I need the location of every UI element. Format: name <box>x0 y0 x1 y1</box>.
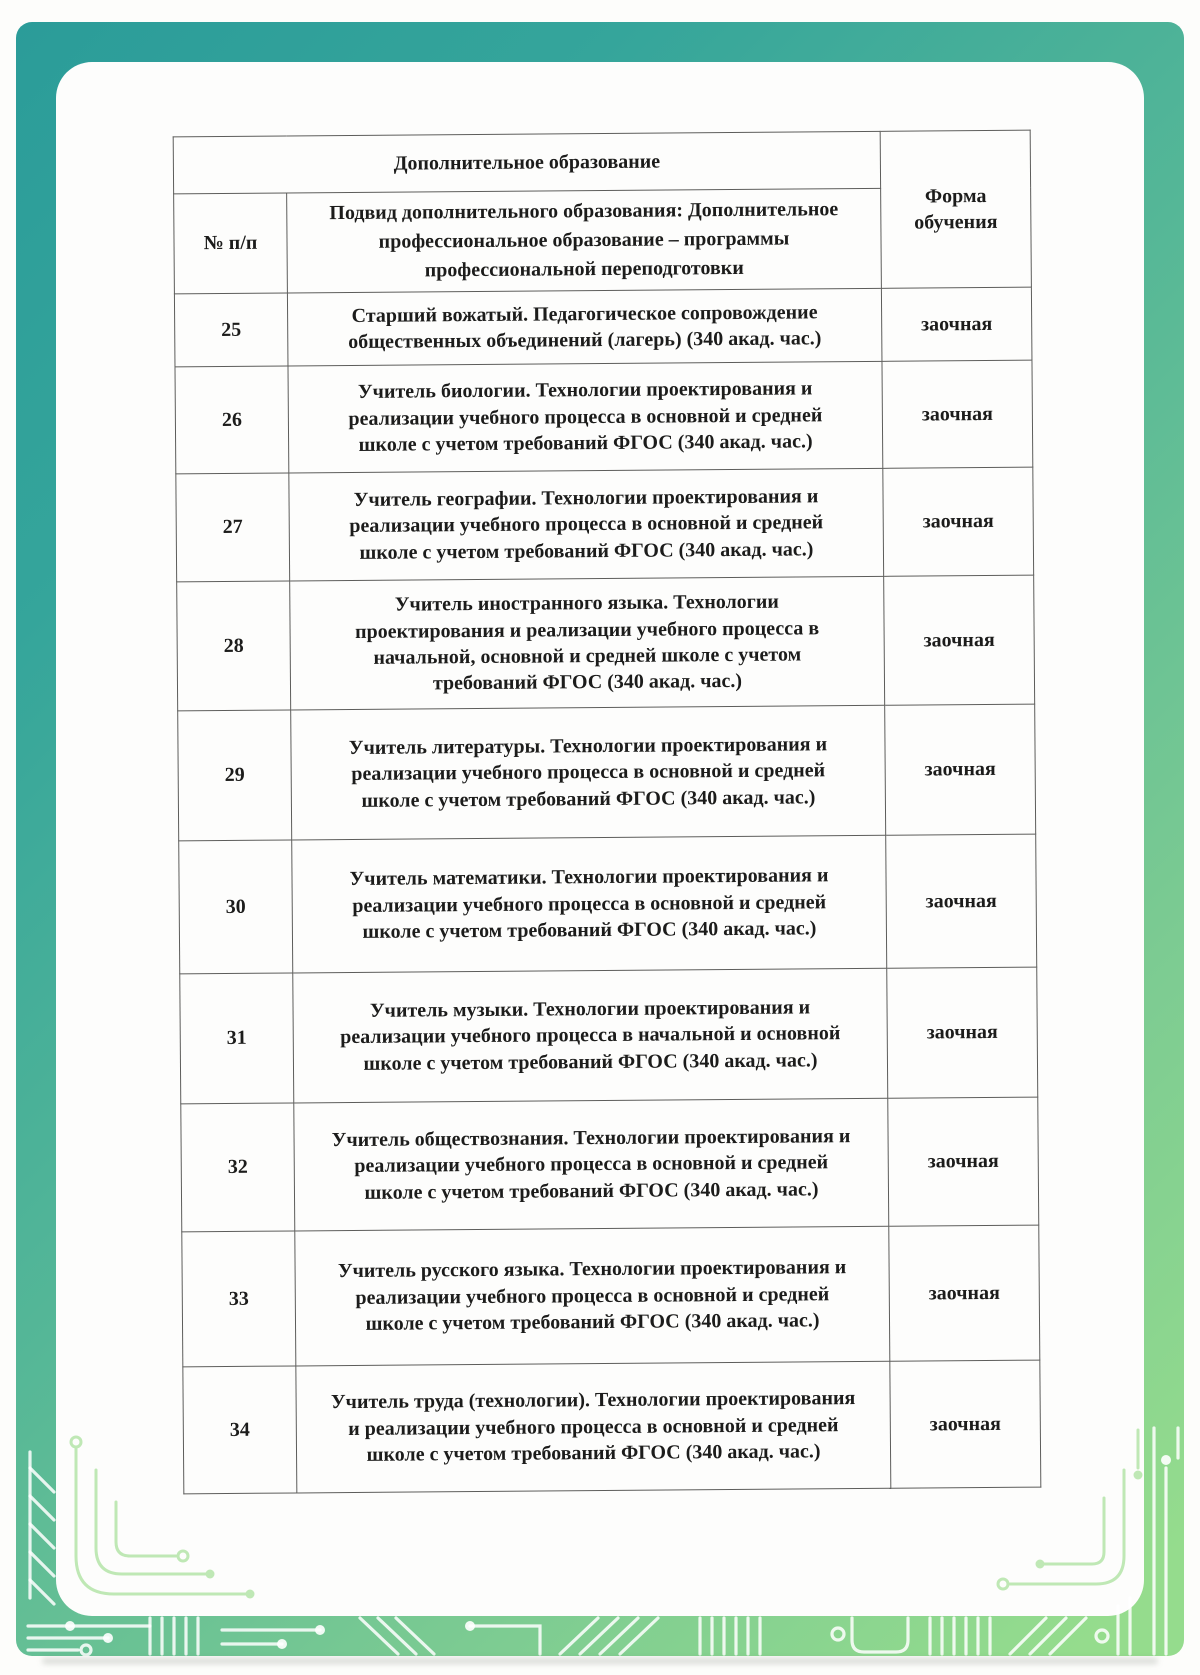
study-form-cell: заочная <box>889 1225 1040 1361</box>
program-column-header: Подвид дополнительного образования: Дополнительное профессиональное образование – программы профессиональной переподготовки <box>287 188 882 293</box>
study-form-cell: заочная <box>886 834 1037 968</box>
study-form-cell: заочная <box>881 287 1032 361</box>
study-form-cell: заочная <box>883 467 1034 576</box>
table-row <box>182 1225 1040 1367</box>
program-name-cell: Учитель музыки. Технологии проектирования и реализации учебного процесса в начальной и основной школе с учетом требований ФГОС (340 акад. час.) <box>293 968 888 1103</box>
row-number-cell: 26 <box>175 366 289 474</box>
study-form-cell: заочная <box>890 1360 1041 1488</box>
program-name-cell: Старший вожатый. Педагогическое сопровождение общественных объединений (лагерь) (340 акад. час.) <box>287 288 882 366</box>
table-row <box>176 467 1034 582</box>
study-form-cell: заочная <box>884 575 1035 705</box>
row-number-cell: 25 <box>174 293 288 367</box>
study-form-cell: заочная <box>888 1097 1039 1226</box>
scan-shadow <box>42 1658 1158 1664</box>
group-header-cell: Дополнительное образование <box>173 131 880 194</box>
row-number-cell: 31 <box>180 973 294 1104</box>
row-number-cell: 27 <box>176 473 290 582</box>
programs-table <box>173 130 1042 1495</box>
row-number-cell: 34 <box>183 1366 297 1494</box>
table-row <box>178 704 1036 841</box>
table-row <box>175 360 1033 474</box>
table-row <box>181 1097 1039 1232</box>
row-number-cell: 32 <box>181 1103 295 1232</box>
program-name-cell: Учитель русского языка. Технологии проектирования и реализации учебного процесса в основной и средней школе с учетом требований ФГОС (340 акад. час.) <box>295 1226 890 1366</box>
table-body <box>174 287 1040 1494</box>
program-name-cell: Учитель биологии. Технологии проектирования и реализации учебного процесса в основной и средней школе с учетом требований ФГОС (340 акад. час.) <box>288 361 883 473</box>
form-column-header: Форма обучения <box>880 130 1031 288</box>
study-form-cell: заочная <box>882 360 1033 468</box>
row-number-cell: 33 <box>182 1231 296 1367</box>
study-form-cell: заочная <box>887 967 1038 1098</box>
program-name-cell: Учитель труда (технологии). Технологии проектирования и реализации учебного процесса в основной и средней школе с учетом требований ФГОС (340 акад. час.) <box>296 1361 891 1493</box>
program-name-cell: Учитель литературы. Технологии проектирования и реализации учебного процесса в основной и средней школе с учетом требований ФГОС (340 акад. час.) <box>291 705 886 840</box>
table-group-header-row <box>173 130 1030 194</box>
program-name-cell: Учитель математики. Технологии проектирования и реализации учебного процесса в основной и средней школе с учетом требований ФГОС (340 акад. час.) <box>292 835 887 973</box>
row-number-cell: 30 <box>179 840 293 974</box>
row-number-cell: 29 <box>178 710 292 841</box>
table-row <box>180 967 1038 1104</box>
study-form-cell: заочная <box>885 704 1036 835</box>
program-name-cell: Учитель иностранного языка. Технологии проектирования и реализации учебного процесса в начальной, основной и средней школе с учетом требований ФГОС (340 акад. час.) <box>290 576 885 710</box>
program-name-cell: Учитель обществознания. Технологии проектирования и реализации учебного процесса в основной и средней школе с учетом требований ФГОС (340 акад. час.) <box>294 1098 889 1231</box>
table-row <box>177 575 1035 711</box>
row-number-cell: 28 <box>177 581 291 711</box>
program-name-cell: Учитель географии. Технологии проектирования и реализации учебного процесса в основной и средней школе с учетом требований ФГОС (340 акад. час.) <box>289 468 884 581</box>
table-row <box>183 1360 1041 1494</box>
num-column-header: № п/п <box>174 193 288 294</box>
table-row <box>174 287 1032 367</box>
table-row <box>179 834 1037 974</box>
